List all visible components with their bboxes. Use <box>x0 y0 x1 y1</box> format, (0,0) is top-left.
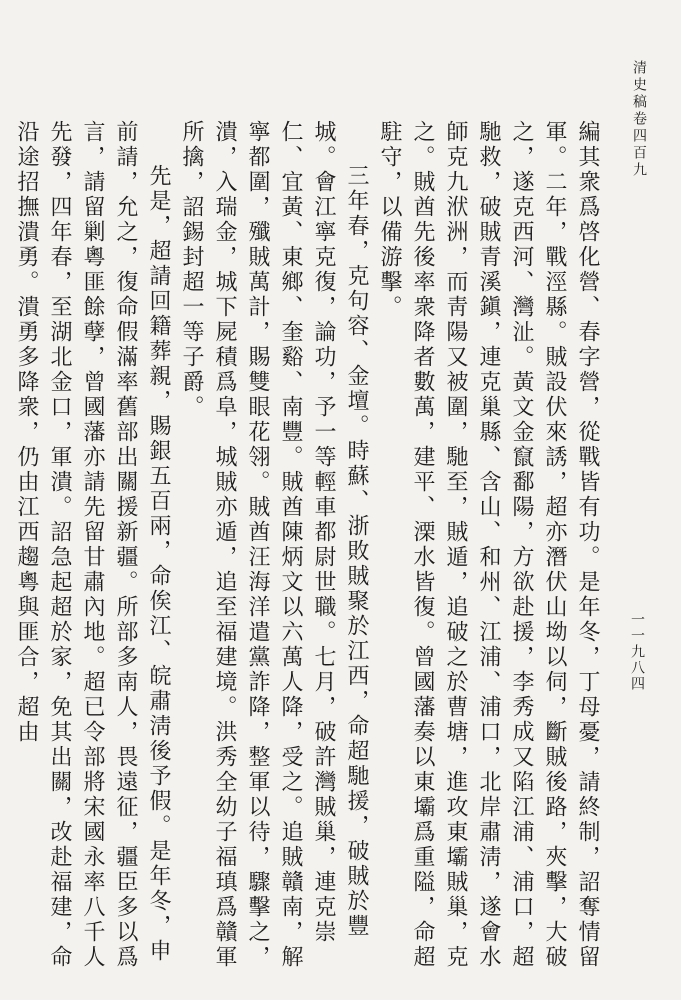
paragraph-2: 三年春，克句容、金壇。時蘇、浙敗賊聚於江西，命超馳援，破賊於豐城。會江寧克復，論功，予一等輕車都尉世職。七月，破許灣賊巢，連克崇仁、宜黃、東鄉、奎谿、南豐。賊酋陳炳文以六萬人降，受之。追賊贛南，解寧都圍，殲賊萬計，賜雙眼花翎。賊酋汪海洋遣黨詐降，整軍以待，驟擊之，潰，入瑞金，城下屍積爲阜，城賊亦遁，追至福建境。洪秀全幼子福瑱爲贛軍所擒，詔錫封超一等子爵。 <box>179 120 369 970</box>
running-title: 清史稿卷四百九 <box>631 60 647 179</box>
paragraph-3: 先是，超請回籍葬親，賜銀五百兩，命俟江、皖肅淸後予假。是年冬，申前請，允之，復命假滿率舊部出關援新疆。所部多南人，畏遠征，疆臣多以爲言，請留剿粵匪餘孽，曾國藩亦請先留甘肅內地。超已令部將宋國永率八千人先發，四年春，至湖北金口，軍潰。詔急起超於家，免其出關，改赴福建，命沿途招撫潰勇。潰勇多降衆，仍由江西趨粵與匪合，超由 <box>14 120 171 970</box>
body-text <box>14 120 604 970</box>
page-number: 一一九八四 <box>629 612 645 692</box>
paragraph-1: 編其衆爲啓化營、春字營，從戰皆有功。是年冬，丁母憂，請終制，詔奪情留軍。二年，戰涇縣。賊設伏來誘，超亦潛伏山坳以伺，斷賊後路，夾擊，大破之，遂克西河、灣沚。黃文金竄鄱陽，方欲赴援，李秀成又陷江浦、浦口，超馳救，破賊青溪鎭，連克巢縣、含山、和州、江浦、浦口，北岸肅淸，遂會水師克九洑洲，而靑陽又被圍，馳至，賊遁，追破之於曹塘，進攻東壩賊巢，克之。賊酋先後率衆降者數萬，建平、溧水皆復。曾國藩奏以東壩爲重隘，命超駐守，以備游擊。 <box>377 120 600 970</box>
